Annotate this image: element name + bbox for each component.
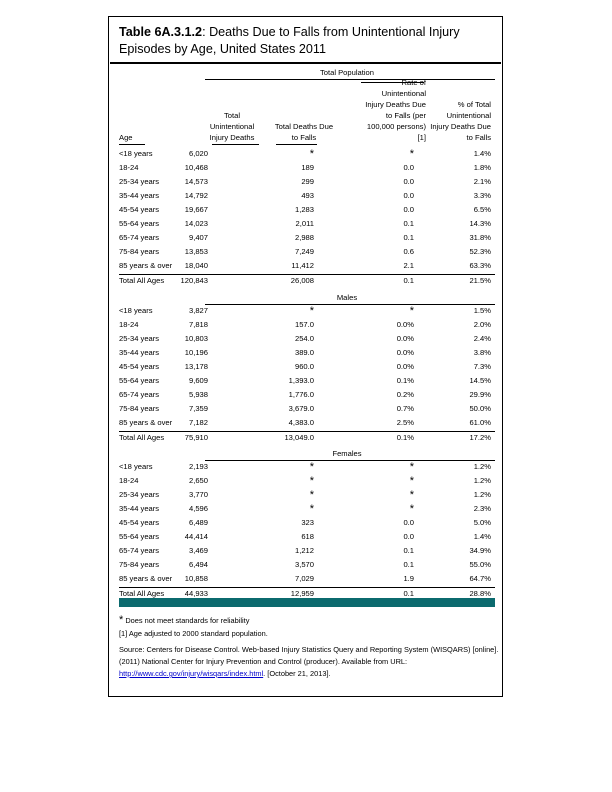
section-title-total: Total Population: [319, 68, 375, 77]
table-row: 65-74 years 9,407 2,988 0.1 31.8%: [119, 233, 491, 242]
footnote-reliability: [119, 614, 499, 627]
table-row: 18-24 10,468 189 0.0 1.8%: [119, 163, 491, 172]
header-underline: [119, 144, 145, 145]
table-row: 85 years & over 10,858 7,029 1.9 64.7%: [119, 574, 491, 583]
table-row: 18-24 2,650 * * 1.2%: [119, 475, 491, 487]
header-underline: [212, 144, 259, 145]
table-row: 18-24 7,818 157.0 0.0% 2.0%: [119, 320, 491, 329]
section-title-males: Males: [336, 293, 358, 302]
table-row: 85 years & over 18,040 11,412 2.1 63.3%: [119, 261, 491, 270]
header-pct-line: Injury Deaths Due: [430, 122, 491, 131]
table-row: 35-44 years 10,196 389.0 0.0% 3.8%: [119, 348, 491, 357]
table-row: 65-74 years 3,469 1,212 0.1 34.9%: [119, 546, 491, 555]
table-row: 35-44 years 14,792 493 0.0 3.3%: [119, 191, 491, 200]
header-pct: [425, 99, 491, 143]
table-row: 25-34 years 10,803 254.0 0.0% 2.4%: [119, 334, 491, 343]
header-tu-line: Total: [223, 111, 241, 120]
table-title-text: : Deaths Due to Falls from Unintentional Injury Episodes by Age, United States 2011: [119, 25, 460, 56]
table-row: 45-54 years 19,667 1,283 0.0 6.5%: [119, 205, 491, 214]
table-row: 85 years & over 7,182 4,383.0 2.5% 61.0%: [119, 418, 491, 427]
header-total-unintentional: [200, 110, 264, 143]
table-row: 35-44 years 4,596 * * 2.3%: [119, 503, 491, 515]
source-date: . [October 21, 2013].: [263, 669, 331, 678]
wisqars-link[interactable]: http://www.cdc.gov/injury/wisqars/index.html: [119, 669, 264, 678]
table-row: 65-74 years 5,938 1,776.0 0.2% 29.9%: [119, 390, 491, 399]
source-note: [119, 644, 499, 680]
header-tu-line: Unintentional: [209, 122, 255, 131]
header-pct-line: Unintentional: [446, 111, 491, 120]
table-total-row: Total All Ages 75,910 13,049.0 0.1% 17.2%: [119, 433, 491, 442]
table-row: <18 years 6,020 * * 1.4%: [119, 148, 491, 160]
header-rate-line: 100,000 persons): [366, 122, 426, 131]
table-row: 55-64 years 9,609 1,393.0 0.1% 14.5%: [119, 376, 491, 385]
table-row: 55-64 years 44,414 618 0.0 1.4%: [119, 532, 491, 541]
header-rate-line: Unintentional: [381, 89, 426, 98]
reliability-text: Does not meet standards for reliability: [123, 616, 250, 625]
header-age: Age: [119, 133, 133, 142]
header-rate-line: Injury Deaths Due: [365, 100, 426, 109]
header-tf-line: Total Deaths Due: [274, 122, 334, 131]
header-tu-line: Injury Deaths: [209, 133, 255, 142]
table-row: 25-34 years 14,573 299 0.0 2.1%: [119, 177, 491, 186]
header-rate-line: [1]: [417, 133, 426, 142]
footnote-age-adjusted: [1] Age adjusted to 2000 standard population.: [119, 629, 268, 638]
source-text: Source: Centers for Disease Control. Web-based Injury Statistics Query and Reporting System (WISQARS) [online]. (2011) National Center for Injury Prevention and Control (producer). Available from URL:: [119, 645, 499, 666]
table-total-row: Total All Ages 44,933 12,959 0.1 28.8%: [119, 589, 491, 598]
table-row: 75-84 years 7,359 3,679.0 0.7% 50.0%: [119, 404, 491, 413]
table-row: <18 years 3,827 * * 1.5%: [119, 305, 491, 317]
header-rate-line: to Falls (per: [385, 111, 426, 120]
table-row: 25-34 years 3,770 * * 1.2%: [119, 489, 491, 501]
table-total-row: Total All Ages 120,843 26,008 0.1 21.5%: [119, 276, 491, 285]
header-pct-line: to Falls: [466, 133, 491, 142]
table-number: Table 6A.3.1.2: [119, 25, 203, 39]
header-tf-line: to Falls: [291, 133, 317, 142]
header-rate-line: Rate of: [401, 78, 426, 87]
table-row: <18 years 2,193 * * 1.2%: [119, 461, 491, 473]
header-underline: [361, 82, 424, 83]
table-title: [119, 24, 499, 58]
teal-divider-bar: [119, 598, 495, 607]
header-pct-line: % of Total: [457, 100, 491, 109]
table-row: 45-54 years 6,489 323 0.0 5.0%: [119, 518, 491, 527]
table-row: 55-64 years 14,023 2,011 0.1 14.3%: [119, 219, 491, 228]
section-rule: [205, 79, 495, 80]
asterisk-symbol: *: [119, 614, 124, 626]
header-underline: [276, 144, 317, 145]
section-title-females: Females: [332, 449, 362, 458]
table-row: 75-84 years 13,853 7,249 0.6 52.3%: [119, 247, 491, 256]
header-total-falls: [267, 121, 341, 143]
header-rate: [350, 77, 426, 143]
table-row: 45-54 years 13,178 960.0 0.0% 7.3%: [119, 362, 491, 371]
table-row: 75-84 years 6,494 3,570 0.1 55.0%: [119, 560, 491, 569]
title-rule: [110, 62, 501, 64]
